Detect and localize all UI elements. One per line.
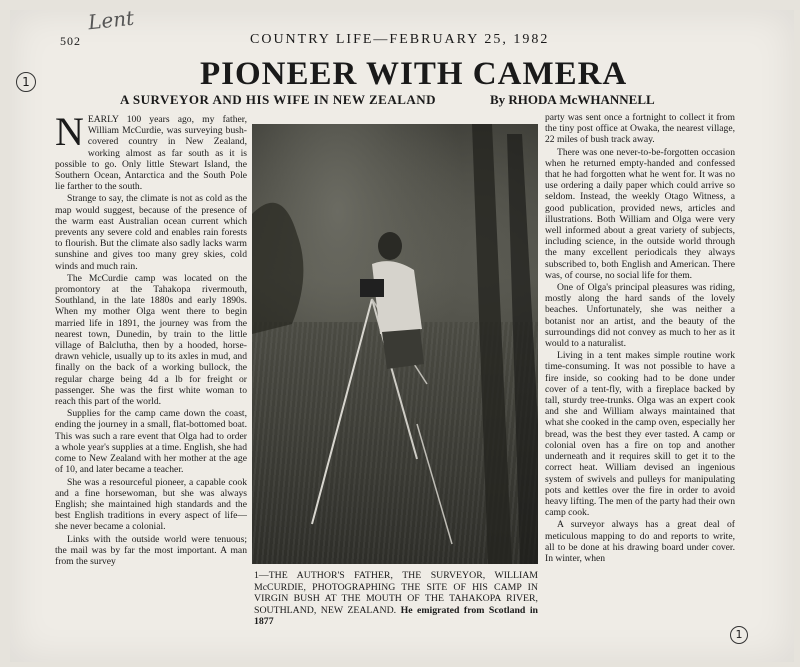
article-title: PIONEER WITH CAMERA [200,56,628,92]
figure-marker-right: 1 [730,626,748,644]
drop-cap: N [55,114,84,154]
paragraph: party was sent once a fortnight to collect it from the tiny post office at Owaka, the nearest village, 22 miles of bush track away. [545,112,735,146]
masthead: COUNTRY LIFE—FEBRUARY 25, 1982 [250,32,550,47]
paragraph: She was a resourceful pioneer, a capable cook and a fine horsewoman, but she was always English; she maintained high standards and the best English traditions in every aspect of life—she never became a colonial. [55,476,247,533]
figure-marker-left: 1 [16,72,36,92]
paragraph: One of Olga's principal pleasures was riding, mostly along the hard sands of the lovely beaches. Unfortunately, she was neither a botanist nor an artist, and the beauty of the surroundings did not convey as much to her as it would to a naturalist. [545,282,735,350]
page-number: 502 [60,34,81,48]
article-byline: By RHODA McWHANNELL [490,92,655,107]
paragraph: The McCurdie camp was located on the promontory at the Tahakopa rivermouth, Southland, in the late 1880s and early 1890s. When my mother Olga went there to begin married life in 1891, the journey was from the nearest town, Dunedin, by train to the little village of Balclutha, then by a hooded, horse-drawn vehicle, usually up to its axles in mud, and finally on the back of a working bullock, the regular charge being 4d a lb for freight or passenger. She was the first white woman to reach this part of the world. [55,272,247,408]
photo-caption [254,570,538,628]
paragraph: NEARLY 100 years ago, my father, William McCurdie, was surveying bush-covered country in New Zealand, working almost as far south as it is possible to go. Only little Stewart Island, the Southern Ocean, Antarctica and the South Pole lie farther to the south. [55,114,247,193]
paragraph: Strange to say, the climate is not as cold as the map would suggest, because of the presence of the warm east Australian ocean current which prevents any severe cold and enables rain forests to flourish. But the climate also sadly lacks warm sunshine and gives too many grey skies, cold winds and much rain. [55,193,247,272]
paragraph: Living in a tent makes simple routine work time-consuming. It was not possible to have a fire inside, so cooking had to be done under cover of a tent-fly, with a fireplace backed by tall, sturdy tree-trunks. Olga was an expert cook and she and William always maintained that what she cooked in the camp oven, especially her bread, was the best they ever tasted. A camp or colonial oven has a fire on top and another underneath and it requires skill to get it to the correct heat. William devised an ingenious system of swivels and pulleys for manipulating pots and kettles over the fire in order to avoid heavy lifting. The men of the party had their own camp cook. [545,350,735,519]
photo-scene [252,124,538,564]
article-column-3 [545,112,735,632]
article-subtitle: A SURVEYOR AND HIS WIFE IN NEW ZEALAND [120,92,437,107]
paragraph: A surveyor always has a great deal of meticulous mapping to do and reports to write, all to be done at his drawing board under cover. In winter, when [545,519,735,564]
paragraph: Links with the outside world were tenuous; the mail was by far the most important. A man from the survey [55,533,247,567]
paragraph: Supplies for the camp came down the coast, ending the journey in a small, flat-bottomed boat. This was such a rare event that Olga had to order a whole year's supplies at a time. English, she had come to New Zealand with her mother at the age of 10, and later became a teacher. [55,408,247,476]
article-column-1 [55,114,247,634]
paragraph: There was one never-to-be-forgotten occasion when he returned empty-handed and confessed that he had forgotten what he went for. It was no use ordering a daily paper which could arrive so seldom. Instead, the weekly Otago Witness, a good publication, provided news, articles and illustrations. Both William and Olga were very well informed about a great variety of subjects, including science, in the outside world through the many excellent periodicals they always subscribed to, both English and American. There was, of course, no social life for them. [545,146,735,281]
surveyor-photograph [252,124,538,564]
caption-main: 1—THE AUTHOR'S FATHER, THE SURVEYOR, WILLIAM McCURDIE, PHOTOGRAPHING THE SITE OF HIS CAMP IN VIRGIN BUSH AT THE MOUTH OF THE TAHAKOPA RIVER, SOUTHLAND, NEW ZEALAND. [254,570,538,616]
caption-tail: He emigrated from Scotland in 1877 [254,604,539,627]
handwritten-note: Lent [86,5,136,35]
